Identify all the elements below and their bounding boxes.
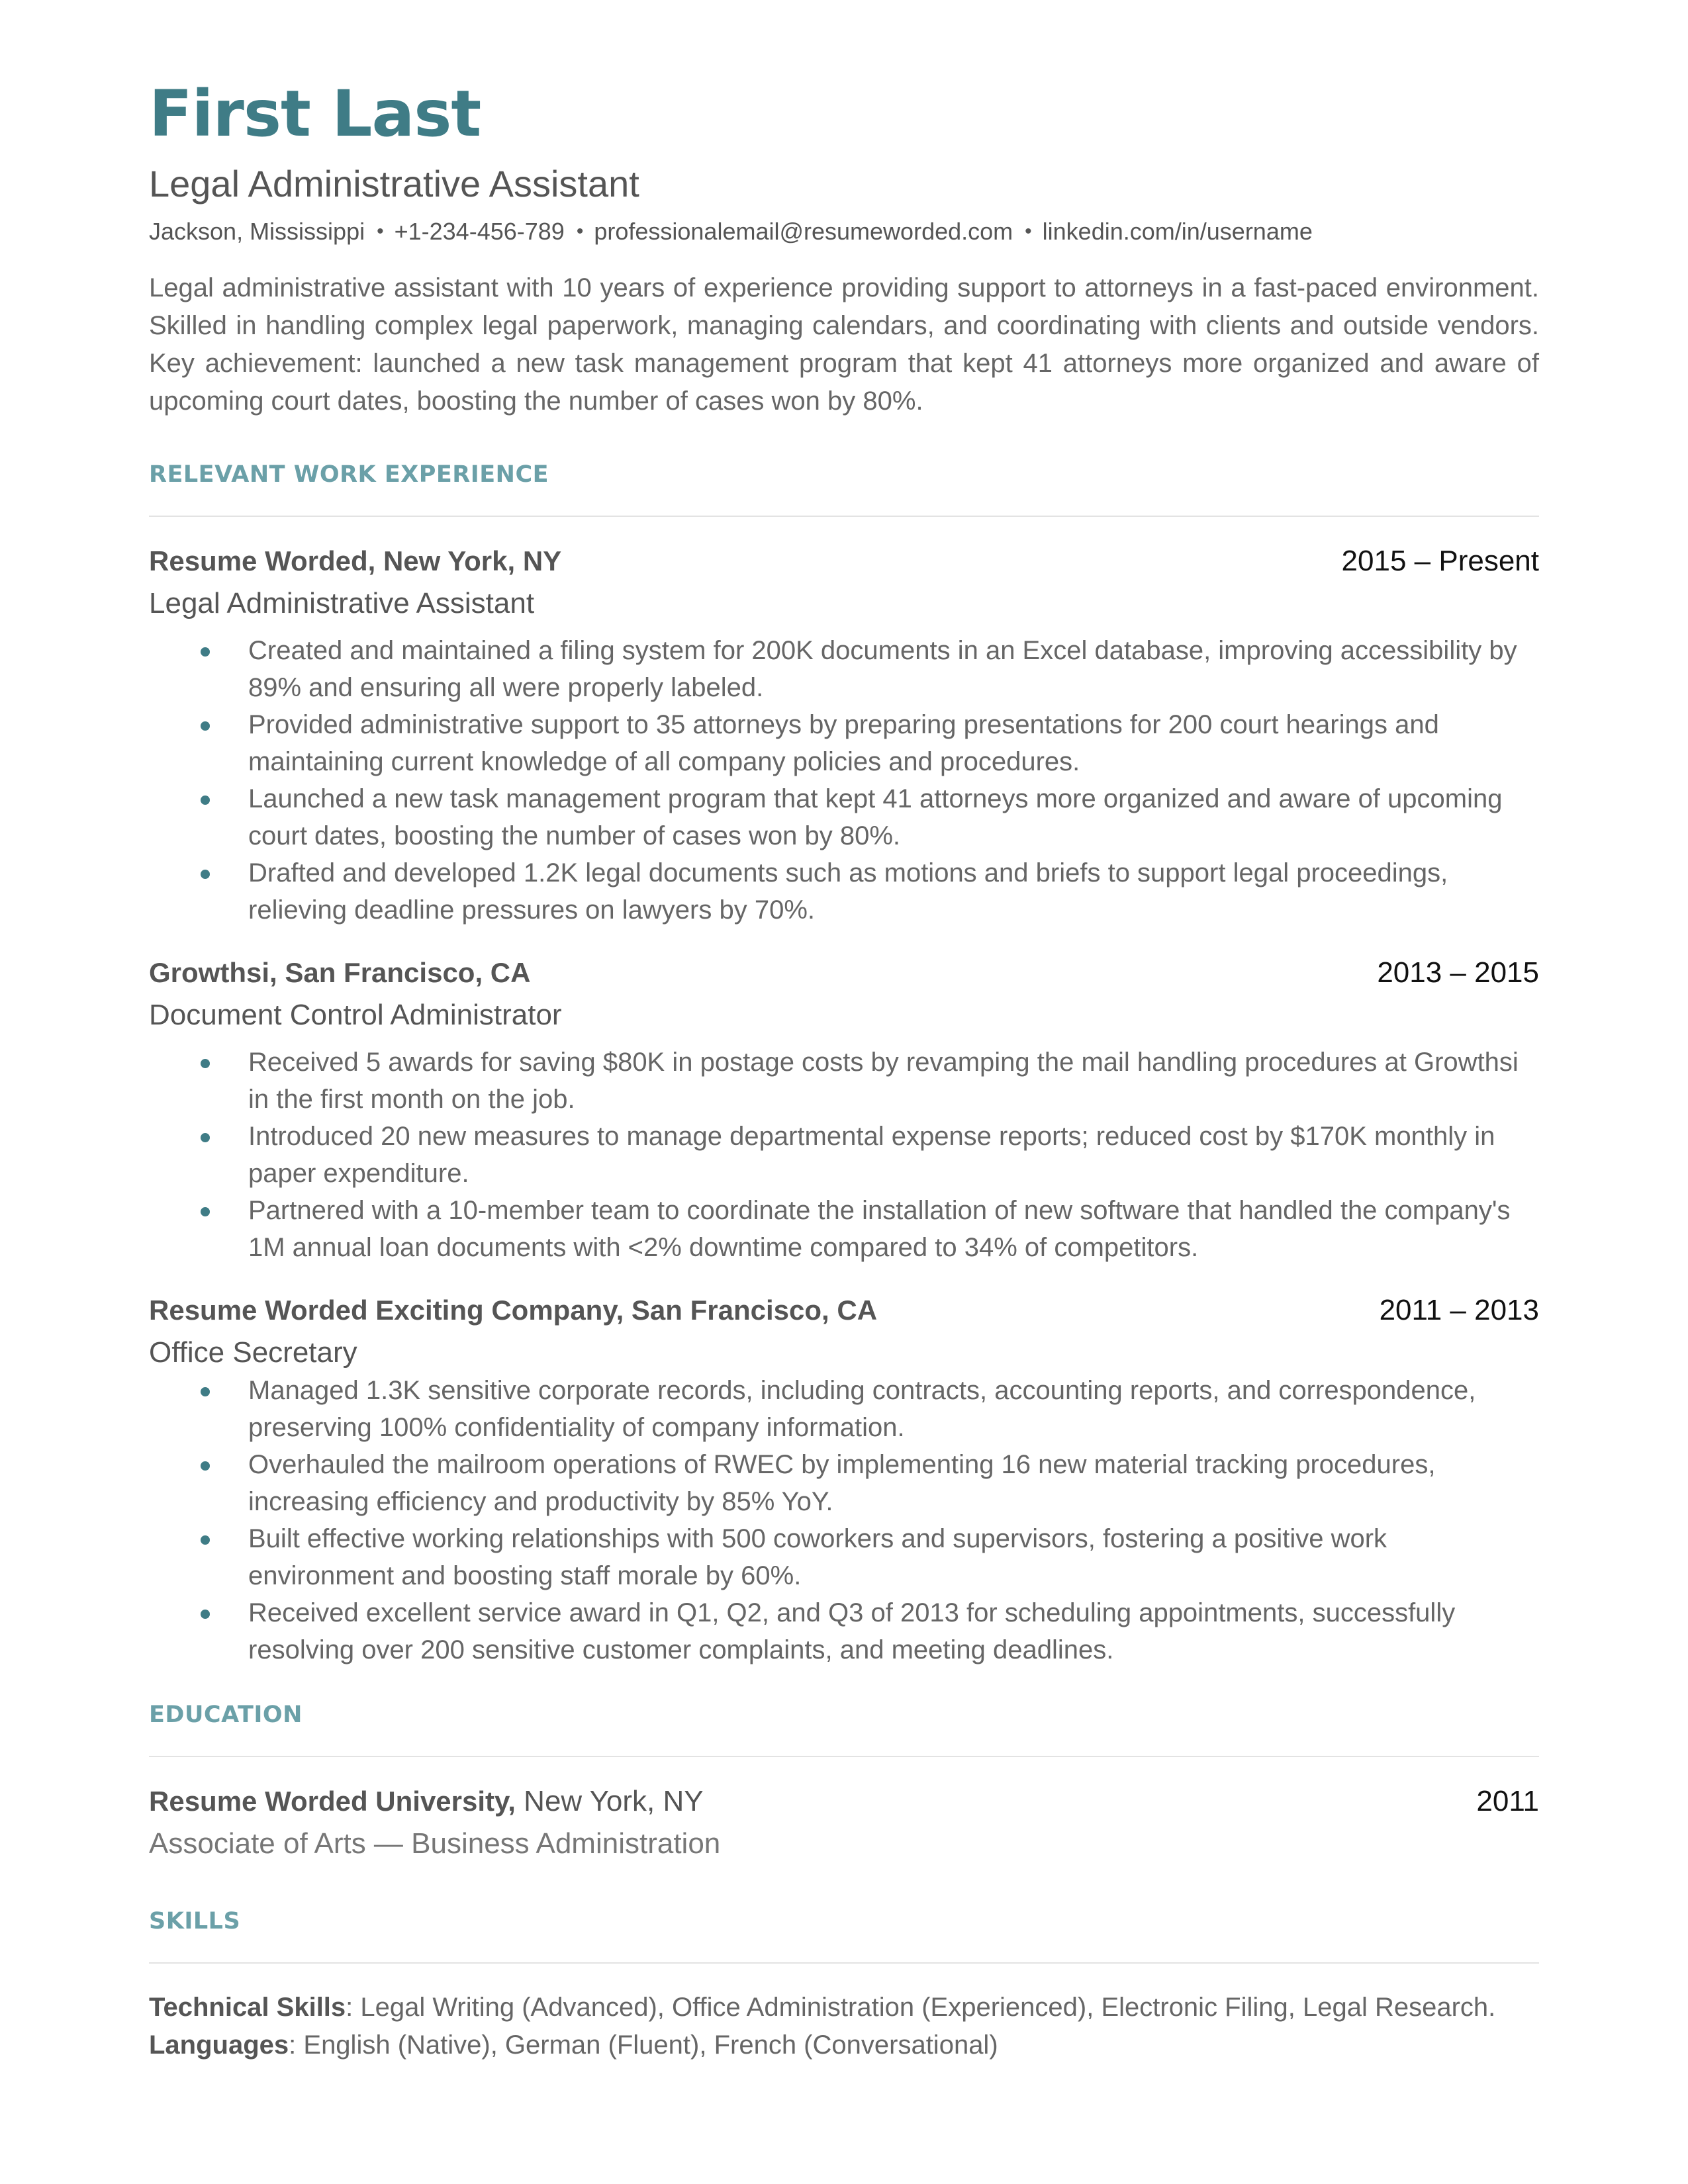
section-divider — [149, 1756, 1539, 1757]
skills-languages — [149, 2026, 1539, 2064]
contact-line — [149, 218, 1539, 246]
job-bullet: Provided administrative support to 35 attorneys by preparing presentations for 200 court hearings and maintaining current knowledge of all company policies and procedures. — [149, 706, 1539, 780]
job-company: Resume Worded, New York, NY — [149, 545, 562, 576]
job-title: Document Control Administrator — [149, 998, 562, 1031]
candidate-name: First Last — [149, 77, 481, 151]
job-title: Legal Administrative Assistant — [149, 586, 535, 619]
job-bullet: Built effective working relationships with 500 coworkers and supervisors, fostering a positive work environment and boosting staff morale by 60%. — [149, 1520, 1539, 1594]
section-divider — [149, 1962, 1539, 1964]
job-bullets — [149, 1044, 1539, 1266]
job-bullet: Drafted and developed 1.2K legal documents such as motions and briefs to support legal proceedings, relieving deadline pressures on lawyers by 70%. — [149, 854, 1539, 929]
contact-location: Jackson, Mississippi — [149, 217, 365, 245]
contact-separator: • — [377, 220, 384, 242]
job-bullet: Overhauled the mailroom operations of RWEC by implementing 16 new material tracking procedures, increasing efficiency and productivity by 85% YoY. — [149, 1446, 1539, 1520]
job-company: Resume Worded Exciting Company, San Francisco, CA — [149, 1294, 878, 1326]
job-dates: 2011 – 2013 — [1379, 1293, 1539, 1326]
skills-languages-value: : English (Native), German (Fluent), French (Conversational) — [289, 2030, 998, 2060]
skills-languages-label: Languages — [149, 2030, 289, 2060]
job-title: Office Secretary — [149, 1336, 357, 1369]
candidate-role: Legal Administrative Assistant — [149, 162, 639, 205]
education-school-name: Resume Worded University, — [149, 1785, 516, 1817]
skills-technical — [149, 1989, 1539, 2026]
job-bullet: Created and maintained a filing system for 200K documents in an Excel database, improving accessibility by 89% and ensuring all were properly labeled. — [149, 632, 1539, 706]
resume-page — [149, 79, 1539, 2064]
skills-technical-value: : Legal Writing (Advanced), Office Administration (Experienced), Electronic Filing, Legal Research. — [346, 1992, 1496, 2022]
education-location: New York, NY — [515, 1784, 704, 1817]
contact-linkedin[interactable]: linkedin.com/in/username — [1042, 217, 1313, 245]
skills-block — [149, 1989, 1539, 2064]
education-year: 2011 — [1476, 1784, 1539, 1817]
job-entry — [149, 545, 1539, 929]
education-school — [149, 1785, 704, 1818]
summary-paragraph: Legal administrative assistant with 10 years of experience providing support to attorneys in a fast-paced environment. Skilled in handling complex legal paperwork, managing calendars, and coordinating with clients and outside vendors. Key achievement: launched a new task management program that kept 41 attorneys more organized and aware of upcoming court dates, boosting the number of cases won by 80%. — [149, 273, 1539, 416]
job-bullets — [149, 632, 1539, 929]
education-entry — [149, 1785, 1539, 1860]
skills-technical-label: Technical Skills — [149, 1992, 346, 2022]
education-heading: EDUCATION — [149, 1701, 303, 1728]
job-entry — [149, 956, 1539, 1266]
job-bullet: Partnered with a 10-member team to coordinate the installation of new software that handled the company's 1M annual loan documents with <2% downtime compared to 34% of competitors. — [149, 1192, 1539, 1266]
job-company: Growthsi, San Francisco, CA — [149, 956, 531, 988]
experience-heading: RELEVANT WORK EXPERIENCE — [149, 461, 549, 488]
contact-email[interactable]: professionalemail@resumeworded.com — [594, 217, 1013, 245]
job-dates: 2013 – 2015 — [1377, 956, 1539, 989]
contact-separator: • — [576, 220, 584, 242]
job-bullet: Launched a new task management program that kept 41 attorneys more organized and aware of upcoming court dates, boosting the number of cases won by 80%. — [149, 780, 1539, 854]
contact-phone: +1-234-456-789 — [394, 217, 565, 245]
section-divider — [149, 516, 1539, 517]
job-bullet: Received excellent service award in Q1, Q2, and Q3 of 2013 for scheduling appointments, successfully resolving over 200 sensitive customer complaints, and meeting deadlines. — [149, 1594, 1539, 1668]
job-bullet: Managed 1.3K sensitive corporate records, including contracts, accounting reports, and correspondence, preserving 100% confidentiality of company information. — [149, 1372, 1539, 1446]
contact-separator: • — [1025, 220, 1032, 242]
job-entry — [149, 1294, 1539, 1668]
job-bullets — [149, 1372, 1539, 1668]
job-bullet: Introduced 20 new measures to manage departmental expense reports; reduced cost by $170K monthly in paper expenditure. — [149, 1118, 1539, 1192]
job-dates: 2015 – Present — [1341, 544, 1539, 577]
education-degree: Associate of Arts — Business Administration — [149, 1827, 721, 1860]
job-bullet: Received 5 awards for saving $80K in postage costs by revamping the mail handling procedures at Growthsi in the first month on the job. — [149, 1044, 1539, 1118]
skills-heading: SKILLS — [149, 1907, 241, 1934]
